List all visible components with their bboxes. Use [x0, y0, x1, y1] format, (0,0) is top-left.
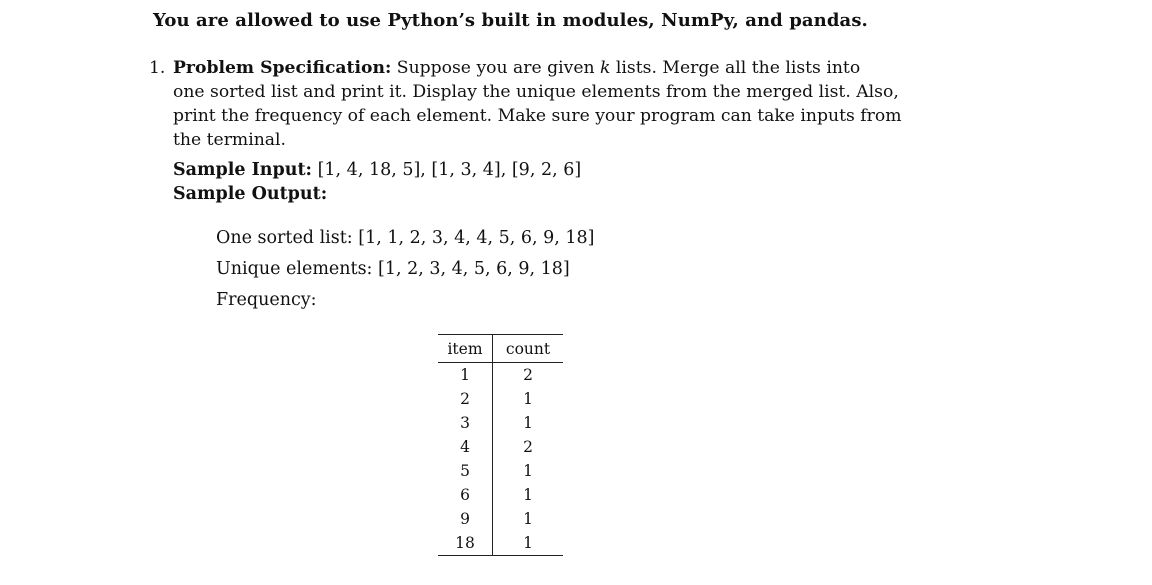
table-row — [438, 435, 563, 459]
table-row — [438, 363, 563, 388]
count-cell: 2 — [523, 366, 533, 384]
count-cell: 1 — [523, 534, 533, 552]
header-item: item — [438, 335, 493, 363]
page-heading: You are allowed to use Python’s built in modules, NumPy, and pandas. — [153, 10, 868, 31]
problem-line-1 — [173, 56, 860, 80]
table-row — [438, 411, 563, 435]
frequency-label: Frequency: — [216, 290, 317, 310]
item-cell: 6 — [438, 483, 493, 507]
problem-label: Problem Specification: — [173, 58, 392, 78]
table-row — [438, 507, 563, 531]
sample-input-value: [1, 4, 18, 5], [1, 3, 4], [9, 2, 6] — [312, 160, 582, 180]
table-row — [438, 531, 563, 556]
item-cell: 9 — [438, 507, 493, 531]
header-count: count — [505, 339, 551, 358]
table-row — [438, 459, 563, 483]
problem-number: 1. — [149, 58, 166, 78]
count-cell: 1 — [523, 486, 533, 504]
problem-line-4: the terminal. — [173, 130, 286, 150]
count-cell: 2 — [523, 438, 533, 456]
table-row — [438, 387, 563, 411]
k-variable: k — [600, 58, 611, 78]
table-header-row — [438, 335, 563, 363]
problem-line-2: one sorted list and print it. Display the unique elements from the merged list. Also, — [173, 82, 899, 102]
count-cell: 1 — [523, 510, 533, 528]
table-row — [438, 483, 563, 507]
sample-input — [173, 160, 581, 180]
item-cell: 4 — [438, 435, 493, 459]
item-cell: 18 — [438, 531, 493, 556]
problem-text-b: lists. Merge all the lists into — [610, 58, 861, 78]
frequency-table — [438, 334, 563, 556]
item-cell: 5 — [438, 459, 493, 483]
sample-output-label: Sample Output: — [173, 184, 328, 204]
sorted-list-line: One sorted list: [1, 1, 2, 3, 4, 4, 5, 6, 9, 18] — [216, 228, 595, 248]
count-cell: 1 — [523, 462, 533, 480]
item-cell: 3 — [438, 411, 493, 435]
count-cell: 1 — [523, 390, 533, 408]
item-cell: 1 — [438, 363, 493, 388]
problem-line-3: print the frequency of each element. Make sure your program can take inputs from — [173, 106, 902, 126]
count-cell: 1 — [523, 414, 533, 432]
unique-elements-line: Unique elements: [1, 2, 3, 4, 5, 6, 9, 18] — [216, 259, 570, 279]
problem-text-a: Suppose you are given — [391, 58, 601, 78]
item-cell: 2 — [438, 387, 493, 411]
sample-input-label: Sample Input: — [173, 160, 313, 180]
